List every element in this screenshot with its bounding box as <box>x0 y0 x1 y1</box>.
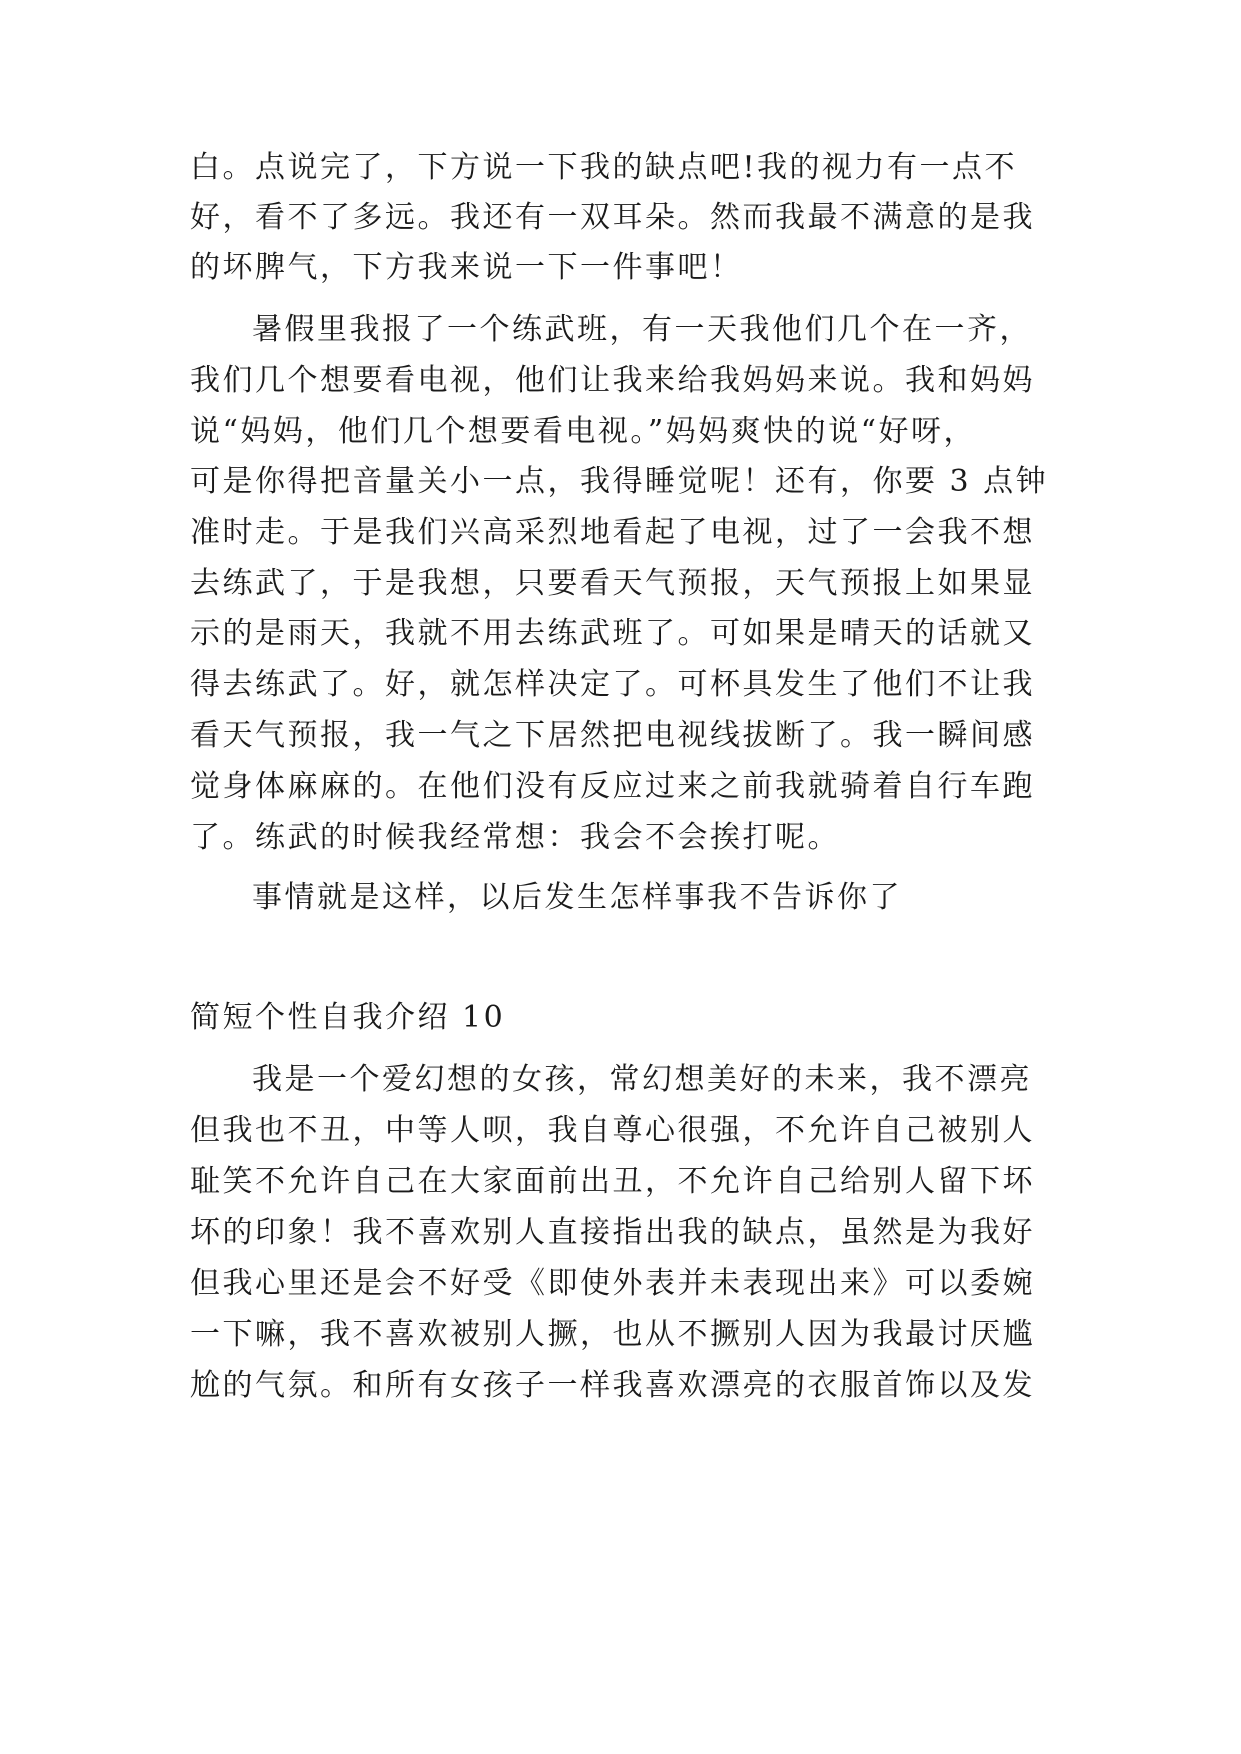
text-line: 一下嘛，我不喜欢被别人撅，也从不撅别人因为我最讨厌尴 <box>190 1317 1035 1352</box>
text-line: 看天气预报，我一气之下居然把电视线拔断了。我一瞬间感 <box>190 718 1035 753</box>
text-line: 但我心里还是会不好受《即使外表并未表现出来》可以委婉 <box>190 1266 1035 1301</box>
text-line: 说“妈妈，他们几个想要看电视。”妈妈爽快的说“好呀， <box>190 414 977 449</box>
text-line: 的坏脾气，下方我来说一下一件事吧！ <box>190 250 743 285</box>
text-line: 了。练武的时候我经常想：我会不会挨打呢。 <box>190 820 840 855</box>
text-line: 尬的气氛。和所有女孩子一样我喜欢漂亮的衣服首饰以及发 <box>190 1368 1035 1403</box>
text-line: 觉身体麻麻的。在他们没有反应过来之前我就骑着自行车跑 <box>190 769 1035 804</box>
text-line: 得去练武了。好，就怎样决定了。可杯具发生了他们不让我 <box>190 667 1035 702</box>
text-line: 示的是雨天，我就不用去练武班了。可如果是晴天的话就又 <box>190 616 1035 651</box>
text-line: 耻笑不允许自己在大家面前出丑，不允许自己给别人留下坏 <box>190 1164 1035 1199</box>
text-line: 坏的印象！我不喜欢别人直接指出我的缺点，虽然是为我好 <box>190 1215 1035 1250</box>
text-line: 去练武了，于是我想，只要看天气预报，天气预报上如果显 <box>190 566 1035 601</box>
section-title: 简短个性自我介绍 10 <box>190 1000 506 1035</box>
text-line: 暑假里我报了一个练武班，有一天我他们几个在一齐， <box>252 312 1032 347</box>
text-line: 好，看不了多远。我还有一双耳朵。然而我最不满意的是我 <box>190 200 1035 235</box>
text-line: 我们几个想要看电视，他们让我来给我妈妈来说。我和妈妈 <box>190 363 1035 398</box>
text-line: 事情就是这样，以后发生怎样事我不告诉你了 <box>252 880 902 915</box>
text-line: 可是你得把音量关小一点，我得睡觉呢！还有，你要 3 点钟 <box>190 464 1049 499</box>
text-line: 白。点说完了，下方说一下我的缺点吧!我的视力有一点不 <box>190 150 1018 185</box>
text-line: 但我也不丑，中等人呗，我自尊心很强，不允许自己被别人 <box>190 1113 1035 1148</box>
text-line: 准时走。于是我们兴高采烈地看起了电视，过了一会我不想 <box>190 515 1035 550</box>
text-line: 我是一个爱幻想的女孩，常幻想美好的未来，我不漂亮 <box>252 1062 1032 1097</box>
